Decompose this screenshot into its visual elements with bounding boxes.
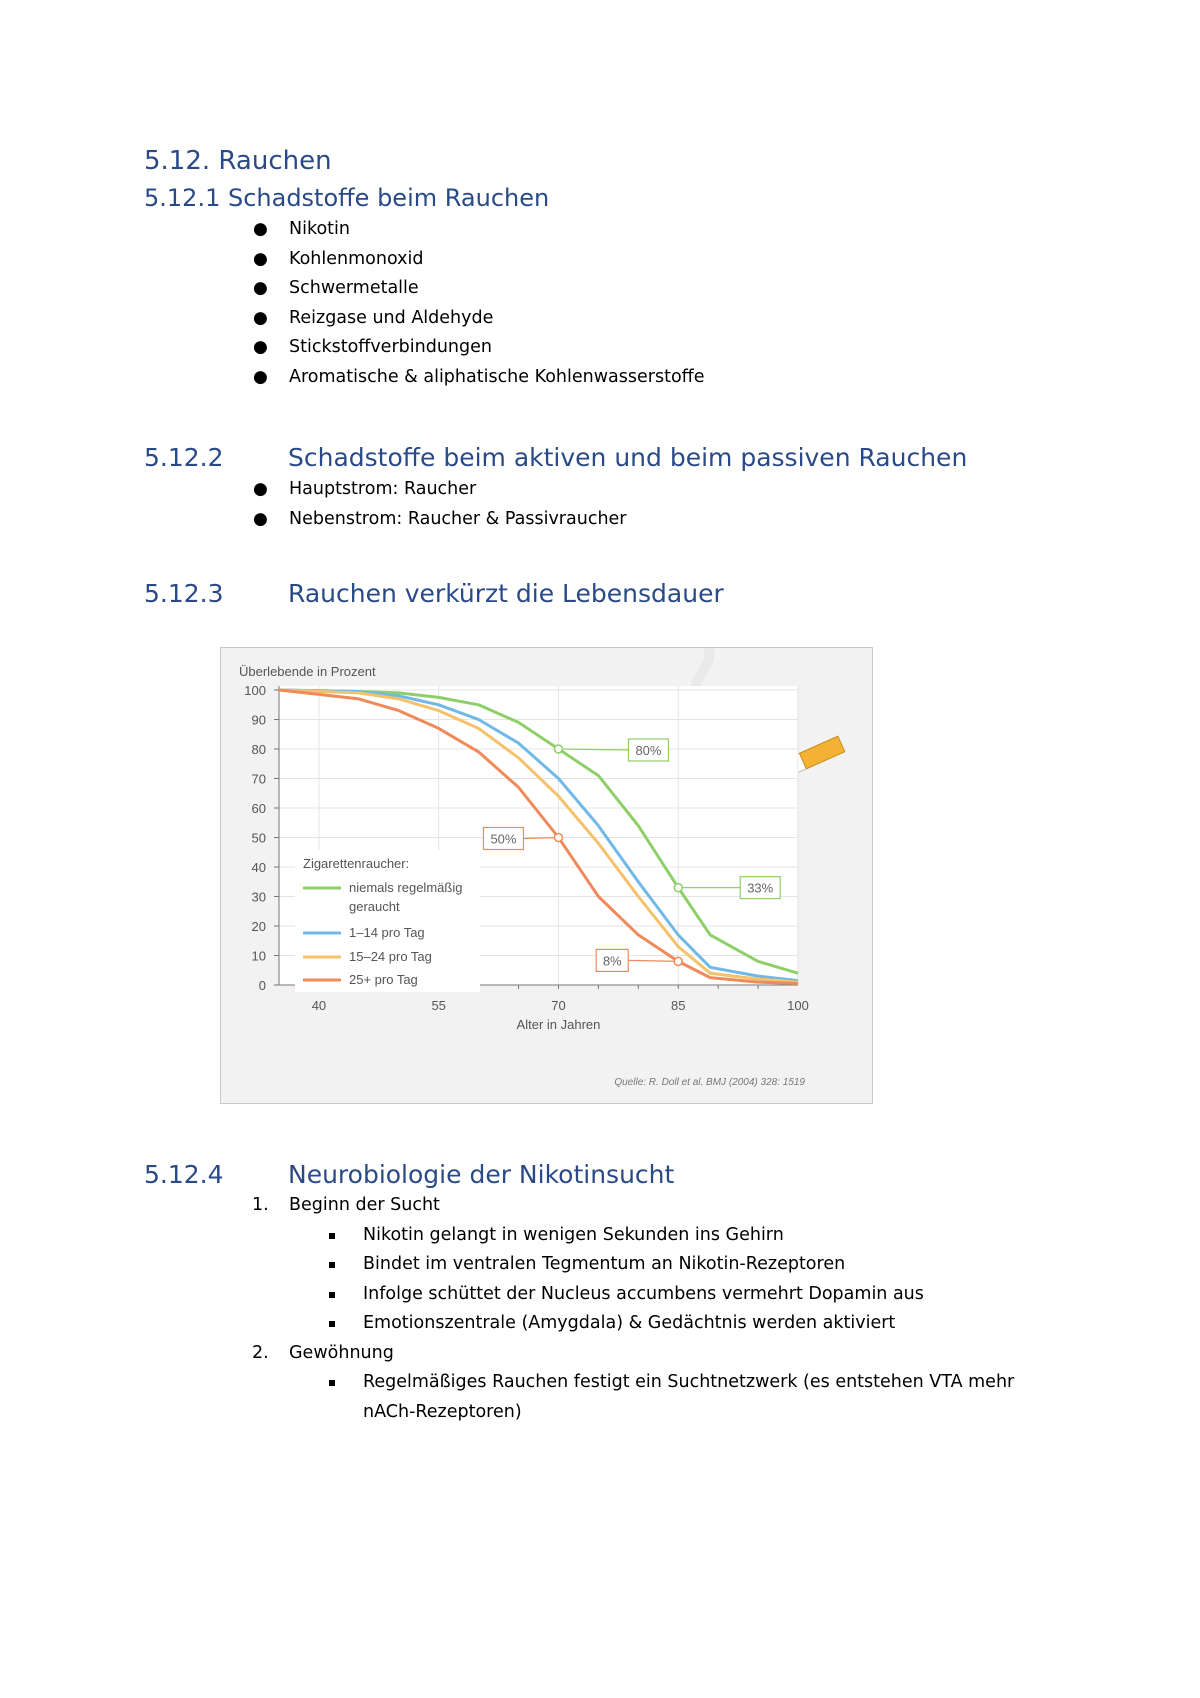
sub-list-item-text: Emotionszentrale (Amygdala) & Gedächtnis werden aktiviert (363, 1313, 896, 1333)
chart-source: Quelle: R. Doll et al. BMJ (2004) 328: 1519 (614, 1077, 805, 1088)
annotation-marker (674, 884, 682, 892)
survival-chart (220, 647, 873, 1104)
list-item-text: Reizgase und Aldehyde (289, 307, 494, 328)
y-tick-label: 30 (251, 889, 266, 905)
annotation-marker (554, 745, 562, 753)
ordered-list-item (252, 1191, 1033, 1339)
annotation-marker (554, 834, 562, 842)
survival-chart-svg (221, 648, 872, 1103)
y-tick-label: 80 (251, 742, 266, 757)
y-axis-label: Überlebende in Prozent (239, 664, 376, 679)
sub-list-item (363, 1280, 1033, 1310)
sub-list-item-text: Regelmäßiges Rauchen festigt ein Suchtnetzwerk (es entstehen VTA mehr nACh-Rezeptoren) (363, 1372, 1015, 1422)
x-tick-label: 40 (311, 998, 327, 1013)
heading-number: 5.12.2 (144, 443, 224, 472)
list-item-text: Hauptstrom: Raucher (289, 479, 477, 499)
list-number: 1. (252, 1195, 269, 1215)
heading-title: Rauchen verkürzt die Lebensdauer (288, 579, 724, 608)
annotation-label: 8% (602, 953, 622, 969)
heading-5-12-1: 5.12.1 Schadstoffe beim Rauchen (144, 184, 550, 212)
y-tick-label: 100 (244, 683, 266, 698)
y-tick-label: 10 (251, 948, 266, 964)
list-item (253, 215, 704, 245)
annotation-label: 80% (635, 743, 662, 758)
sub-list-item-text: Infolge schüttet der Nucleus accumbens vermehrt Dopamin aus (363, 1283, 924, 1304)
square-bullet-icon (329, 1233, 335, 1239)
sub-list (363, 1221, 1033, 1339)
y-tick-label: 20 (251, 919, 266, 934)
neurobiology-list (252, 1191, 1033, 1427)
legend-label: 25+ pro Tag (349, 972, 418, 987)
y-tick-label: 90 (251, 712, 266, 728)
bullet-icon: ● (253, 337, 268, 357)
sub-list-item-text: Nikotin gelangt in wenigen Sekunden ins Gehirn (363, 1224, 784, 1245)
sub-list-item (363, 1368, 1033, 1427)
y-tick-label: 60 (251, 801, 266, 816)
heading-number: 5.12.4 (144, 1160, 224, 1189)
square-bullet-icon (329, 1262, 335, 1268)
bullet-icon: ● (253, 479, 268, 499)
square-bullet-icon (329, 1292, 335, 1298)
pollutants-list (253, 215, 705, 392)
list-item (253, 333, 704, 363)
x-tick-label: 70 (551, 998, 566, 1013)
list-item-text: Kohlenmonoxid (289, 248, 424, 269)
list-item-text: Nebenstrom: Raucher & Passivraucher (289, 508, 627, 529)
sub-list (363, 1368, 1033, 1427)
sub-list-item (363, 1221, 1033, 1251)
square-bullet-icon (329, 1380, 335, 1386)
bullet-icon: ● (253, 219, 268, 239)
bullet-icon: ● (253, 307, 268, 328)
list-item-text: Stickstoffverbindungen (289, 337, 492, 357)
list-item-text: Aromatische & aliphatische Kohlenwasserstoffe (289, 366, 705, 387)
legend-label: 1–14 pro Tag (349, 925, 425, 940)
list-item-text: Schwermetalle (289, 278, 419, 298)
list-item-label: Beginn der Sucht (289, 1195, 440, 1215)
page-title (144, 146, 332, 176)
x-axis-label: Alter in Jahren (516, 1017, 601, 1032)
legend-background (295, 850, 480, 992)
y-tick-label: 0 (258, 978, 266, 993)
annotation-marker (674, 957, 682, 965)
x-tick-label: 85 (670, 998, 686, 1013)
title-number: 5.12. (144, 146, 211, 176)
y-tick-label: 50 (251, 830, 266, 846)
legend-label: 15–24 pro Tag (349, 949, 432, 964)
title-text: Rauchen (218, 146, 332, 176)
list-item-text: Nikotin (289, 219, 350, 239)
annotation-label: 50% (490, 831, 517, 847)
sub-list-item (363, 1309, 1033, 1339)
legend-title: Zigarettenraucher: (303, 856, 410, 871)
square-bullet-icon (329, 1321, 335, 1327)
list-item (253, 245, 704, 275)
smoke-stream-list (253, 475, 627, 534)
heading-5-12-4 (144, 1160, 675, 1189)
annotation-label: 33% (747, 880, 774, 896)
sub-list-item (363, 1250, 1033, 1280)
y-tick-label: 70 (251, 771, 266, 787)
list-item (253, 475, 627, 505)
y-tick-label: 40 (251, 860, 266, 875)
heading-title: Schadstoffe beim aktiven und beim passiven Rauchen (288, 443, 968, 472)
list-item (253, 363, 705, 393)
list-item-label: Gewöhnung (289, 1342, 394, 1363)
list-item (253, 304, 704, 334)
bullet-icon: ● (253, 508, 268, 529)
list-item (253, 274, 704, 304)
list-number: 2. (252, 1342, 269, 1363)
legend-label: niemals regelmäßig geraucht (349, 880, 463, 914)
x-tick-label: 100 (787, 998, 809, 1013)
heading-title: Neurobiologie der Nikotinsucht (288, 1160, 675, 1189)
bullet-icon: ● (253, 278, 268, 298)
bullet-icon: ● (253, 366, 268, 387)
ordered-list-item (252, 1339, 1033, 1428)
x-tick-label: 55 (431, 998, 446, 1013)
bullet-icon: ● (253, 248, 268, 269)
heading-5-12-2 (144, 443, 968, 472)
sub-list-item-text: Bindet im ventralen Tegmentum an Nikotin-Rezeptoren (363, 1254, 846, 1274)
heading-number: 5.12.3 (144, 579, 224, 608)
list-item (253, 505, 627, 535)
heading-5-12-3 (144, 579, 724, 608)
